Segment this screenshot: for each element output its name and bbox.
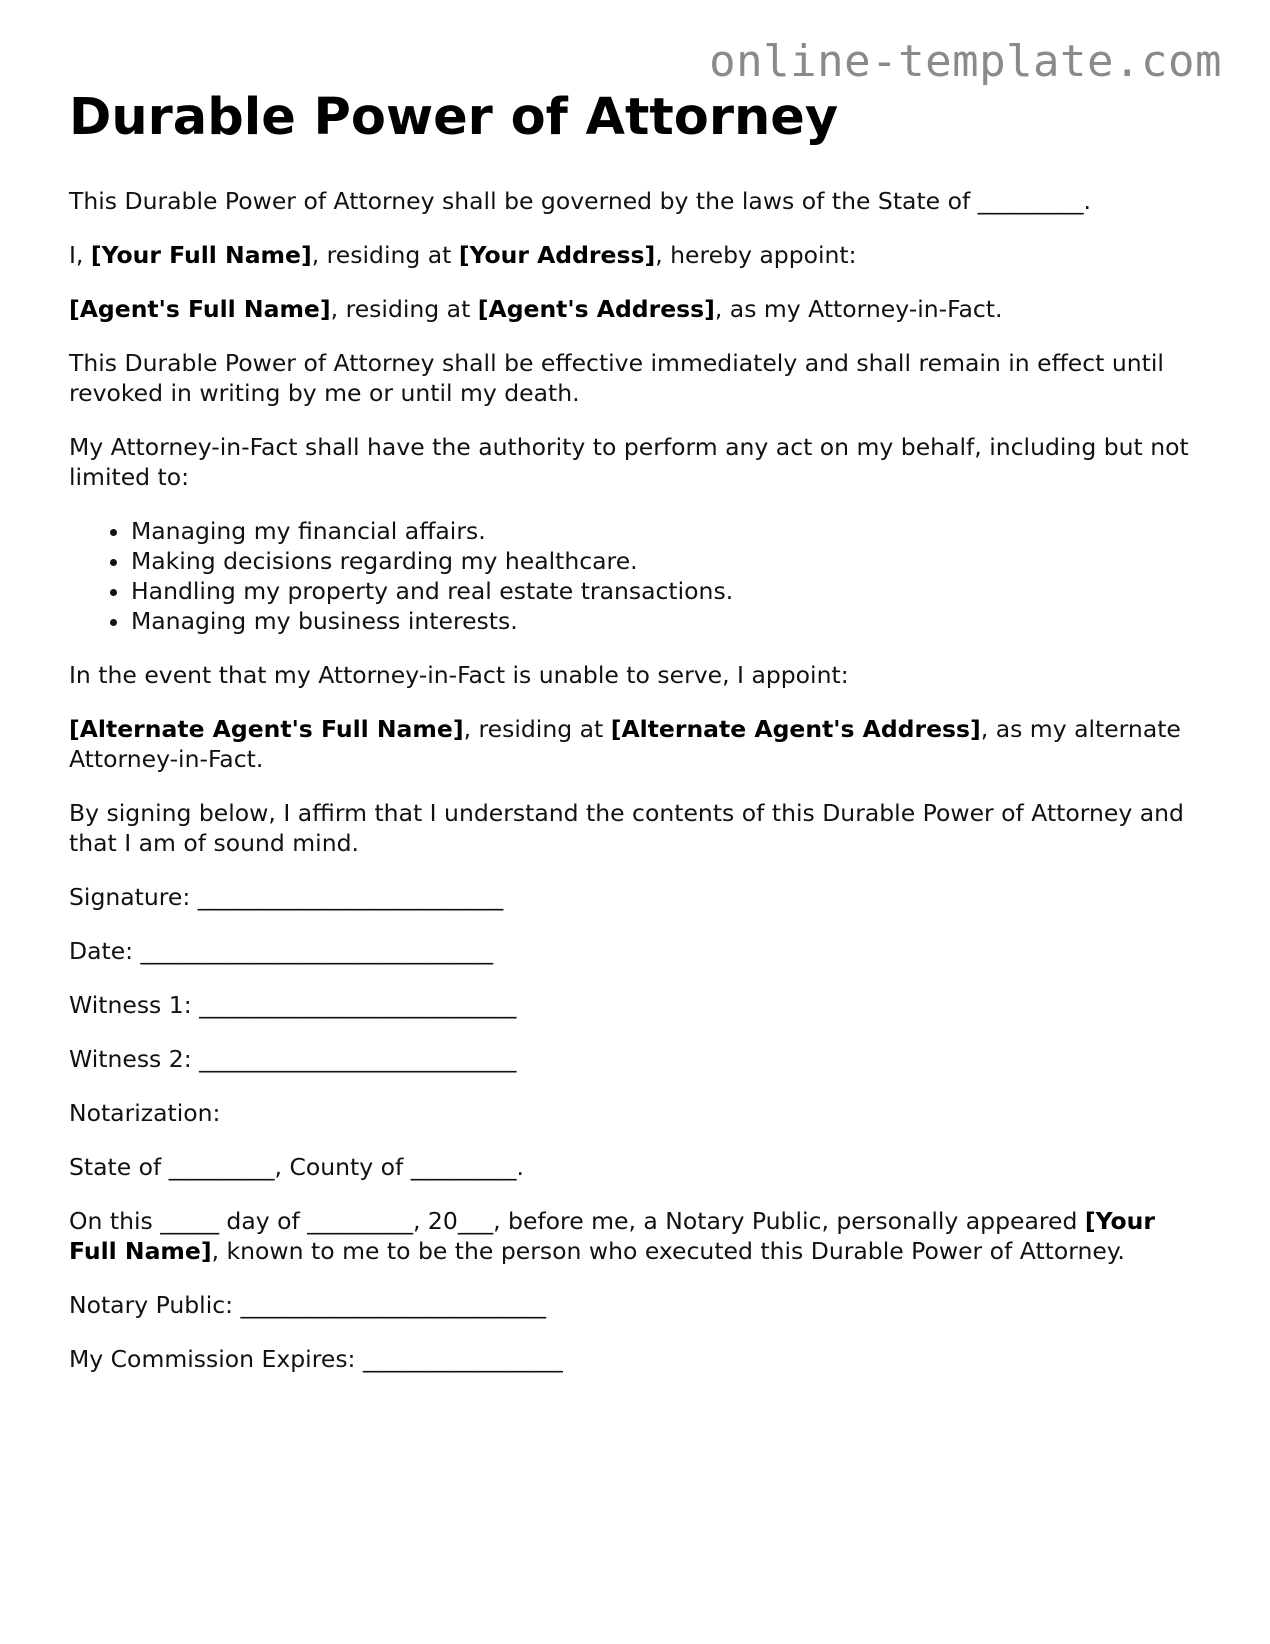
notarization-label: Notarization: xyxy=(69,1099,221,1127)
principal-mid: , residing at xyxy=(311,241,459,269)
effective-clause: This Durable Power of Attorney shall be effective immediately and shall remain in effect until revoked in writing by me or until my death. xyxy=(69,349,1164,407)
signature-line: Signature: __________________________ xyxy=(69,883,504,911)
alternate-tail: , as my alternate Attorney-in-Fact. xyxy=(69,715,1181,773)
notary-statement xyxy=(69,1206,1209,1266)
list-item: • Making decisions regarding my healthcare. xyxy=(131,546,1209,576)
alternate-address-placeholder: [Alternate Agent's Address] xyxy=(610,715,981,743)
list-item: • Handling my property and real estate transactions. xyxy=(131,576,1209,606)
principal-lead: I, xyxy=(69,241,91,269)
notary-statement-tail: , known to me to be the person who executed this Durable Power of Attorney. xyxy=(211,1237,1125,1265)
principal-name-placeholder: [Your Full Name] xyxy=(90,241,312,269)
governing-law-clause: This Durable Power of Attorney shall be governed by the laws of the State of _________. xyxy=(69,187,1091,215)
list-item: • Managing my financial affairs. xyxy=(131,516,1209,546)
alternate-name-placeholder: [Alternate Agent's Full Name] xyxy=(69,715,464,743)
authority-list xyxy=(69,516,1209,636)
principal-address-placeholder: [Your Address] xyxy=(458,241,656,269)
authority-intro: My Attorney-in-Fact shall have the authority to perform any act on my behalf, including but not limited to: xyxy=(69,433,1189,491)
agent-tail: , as my Attorney-in-Fact. xyxy=(714,295,1003,323)
commission-expires-line: My Commission Expires: _________________ xyxy=(69,1345,563,1373)
document-body xyxy=(69,86,1209,1398)
agent-address-placeholder: [Agent's Address] xyxy=(477,295,715,323)
notary-public-line: Notary Public: __________________________ xyxy=(69,1291,547,1319)
notary-name-placeholder: [Your Full Name] xyxy=(69,1207,1155,1265)
alternate-agent-clause xyxy=(69,714,1209,774)
watermark: online-template.com xyxy=(709,36,1222,87)
agent-mid: , residing at xyxy=(330,295,478,323)
notary-statement-lead: On this _____ day of _________, 20___, before me, a Notary Public, personally appeared xyxy=(69,1207,1085,1235)
witness-2-line: Witness 2: ___________________________ xyxy=(69,1045,517,1073)
alternate-mid: , residing at xyxy=(463,715,611,743)
affirmation-clause: By signing below, I affirm that I understand the contents of this Durable Power of Attorney and that I am of sound mind. xyxy=(69,799,1184,857)
principal-tail: , hereby appoint: xyxy=(655,241,857,269)
principal-clause xyxy=(69,240,1209,270)
witness-1-line: Witness 1: ___________________________ xyxy=(69,991,517,1019)
list-item: • Managing my business interests. xyxy=(131,606,1209,636)
agent-clause xyxy=(69,294,1209,324)
document-title: Durable Power of Attorney xyxy=(69,88,839,147)
alternate-intro: In the event that my Attorney-in-Fact is unable to serve, I appoint: xyxy=(69,661,849,689)
agent-name-placeholder: [Agent's Full Name] xyxy=(69,295,331,323)
date-line: Date: ______________________________ xyxy=(69,937,494,965)
state-county-line: State of _________, County of _________. xyxy=(69,1153,524,1181)
